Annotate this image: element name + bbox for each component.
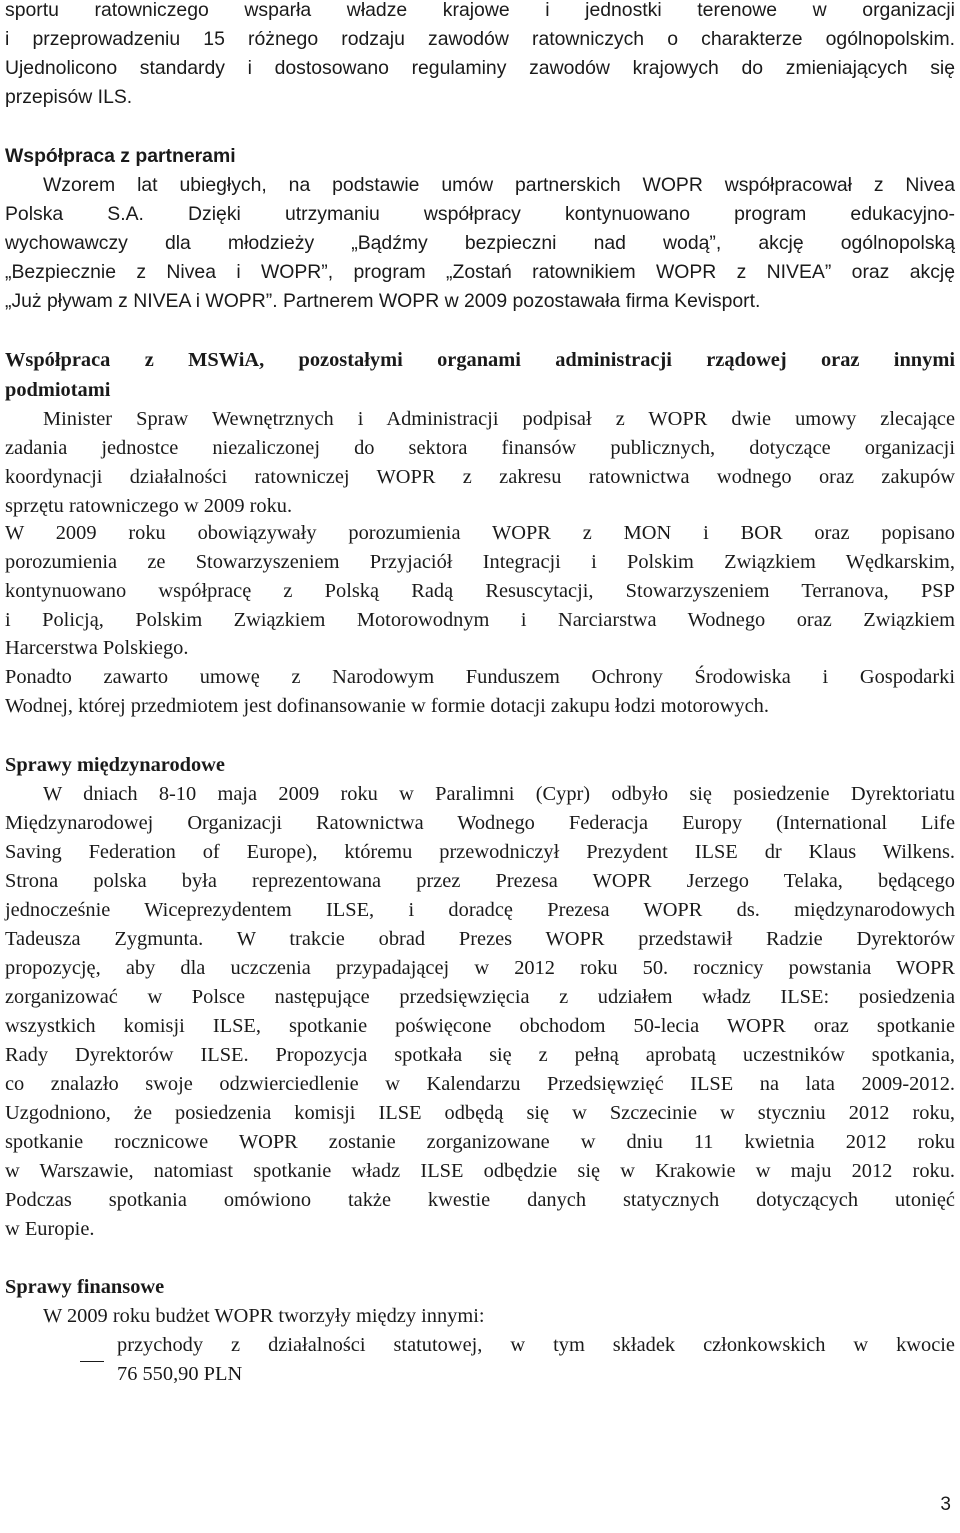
- mswia-line: Wodnej, której przedmiotem jest dofinansowanie w formie dotacji zakupu łodzi motorowych.: [5, 695, 769, 717]
- mswia-line: kontynuowano współpracę z Polską Radą Resuscytacji, Stowarzyszeniem Terranova, PSP: [5, 580, 955, 602]
- international-line: Saving Federation of Europe), któremu przewodniczył Prezydent ILSE dr Klaus Wilkens.: [5, 841, 955, 863]
- intro-line: przepisów ILS.: [5, 86, 133, 108]
- partners-line: Polska S.A. Dzięki utrzymaniu współpracy kontynuowano program edukacyjno-: [5, 203, 955, 225]
- international-line: Tadeusza Zygmunta. W trakcie obrad Prezes WOPR przedstawił Radzie Dyrektorów: [5, 928, 955, 950]
- intro-line: i przeprowadzeniu 15 różnego rodzaju zawodów ratowniczych o charakterze ogólnopolskim.: [5, 28, 955, 50]
- finance-list-item-cont: 76 550,90 PLN: [117, 1363, 243, 1385]
- section-heading-mswia-cont: podmiotami: [5, 379, 111, 401]
- international-line: jednocześnie Wiceprezydentem ILSE, i doradcę Prezesa WOPR ds. międzynarodowych: [5, 899, 955, 921]
- intro-line: Ujednolicono standardy i dostosowano regulaminy zawodów krajowych do zmieniających się: [5, 57, 955, 79]
- partners-line: Wzorem lat ubiegłych, na podstawie umów partnerskich WOPR współpracował z Nivea: [43, 174, 955, 196]
- international-line: zorganizować w Polsce następujące przedsięwzięcia z udziałem władz ILSE: posiedzenia: [5, 986, 955, 1008]
- international-line: Uzgodniono, że posiedzenia komisji ILSE odbędą się w Szczecinie w styczniu 2012 roku,: [5, 1102, 955, 1124]
- partners-line: wychowawczy dla młodzieży „Bądźmy bezpieczni nad wodą”, akcję ogólnopolską: [5, 232, 955, 254]
- section-heading-mswia: Współpraca z MSWiA, pozostałymi organami administracji rządowej oraz innymi: [5, 349, 955, 371]
- international-line: Rady Dyrektorów ILSE. Propozycja spotkała się z pełną aprobatą uczestników spotkania,: [5, 1044, 955, 1066]
- finance-list-item: przychody z działalności statutowej, w tym składek członkowskich w kwocie: [117, 1334, 955, 1356]
- partners-line: „Już pływam z NIVEA i WOPR”. Partnerem WOPR w 2009 pozostawała firma Kevisport.: [5, 290, 761, 312]
- section-heading-international: Sprawy międzynarodowe: [5, 754, 225, 776]
- international-line: Podczas spotkania omówiono także kwestie danych statycznych dotyczących utonięć: [5, 1189, 955, 1211]
- partners-line: „Bezpiecznie z Nivea i WOPR”, program „Zostań ratownikiem WOPR z NIVEA” oraz akcję: [5, 261, 955, 283]
- mswia-line: koordynacji działalności ratowniczej WOPR z zakresu ratownictwa wodnego oraz zakupów: [5, 466, 955, 488]
- international-line: w Europie.: [5, 1218, 95, 1240]
- mswia-line: Harcerstwa Polskiego.: [5, 637, 189, 659]
- international-line: Międzynarodowej Organizacji Ratownictwa Wodnego Federacja Europy (International Life: [5, 812, 955, 834]
- international-line: w Warszawie, natomiast spotkanie władz ILSE odbędzie się w Krakowie w maju 2012 roku.: [5, 1160, 955, 1182]
- international-line: Strona polska była reprezentowana przez Prezesa WOPR Jerzego Telaka, będącego: [5, 870, 955, 892]
- intro-line: sportu ratowniczego wsparła władze krajowe i jednostki terenowe w organizacji: [5, 0, 955, 21]
- mswia-line: porozumienia ze Stowarzyszeniem Przyjaciół Integracji i Polskim Związkiem Wędkarskim,: [5, 551, 955, 573]
- mswia-line: zadania jednostce niezaliczonej do sektora finansów publicznych, dotyczące organizacji: [5, 437, 955, 459]
- list-dash-bullet: [80, 1361, 104, 1362]
- mswia-line: Minister Spraw Wewnętrznych i Administracji podpisał z WOPR dwie umowy zlecające: [43, 408, 955, 430]
- mswia-line: W 2009 roku obowiązywały porozumienia WOPR z MON i BOR oraz popisano: [5, 522, 955, 544]
- section-heading-partners: Współpraca z partnerami: [5, 145, 236, 167]
- mswia-line: Ponadto zawarto umowę z Narodowym Funduszem Ochrony Środowiska i Gospodarki: [5, 666, 955, 688]
- mswia-line: i Policją, Polskim Związkiem Motorowodnym i Narciarstwa Wodnego oraz Związkiem: [5, 609, 955, 631]
- mswia-line: sprzętu ratowniczego w 2009 roku.: [5, 495, 293, 517]
- page-number: 3: [940, 1494, 951, 1515]
- section-heading-finance: Sprawy finansowe: [5, 1276, 165, 1298]
- finance-intro: W 2009 roku budżet WOPR tworzyły między innymi:: [43, 1305, 485, 1327]
- international-line: wszystkich komisji ILSE, spotkanie poświęcone obchodom 50-lecia WOPR oraz spotkanie: [5, 1015, 955, 1037]
- international-line: propozycję, aby dla uczczenia przypadającej w 2012 roku 50. rocznicy powstania WOPR: [5, 957, 955, 979]
- international-line: W dniach 8-10 maja 2009 roku w Paralimni (Cypr) odbyło się posiedzenie Dyrektoriatu: [43, 783, 955, 805]
- international-line: spotkanie rocznicowe WOPR zostanie zorganizowane w dniu 11 kwietnia 2012 roku: [5, 1131, 955, 1153]
- international-line: co znalazło swoje odzwierciedlenie w Kalendarzu Przedsięwzięć ILSE na lata 2009-2012.: [5, 1073, 955, 1095]
